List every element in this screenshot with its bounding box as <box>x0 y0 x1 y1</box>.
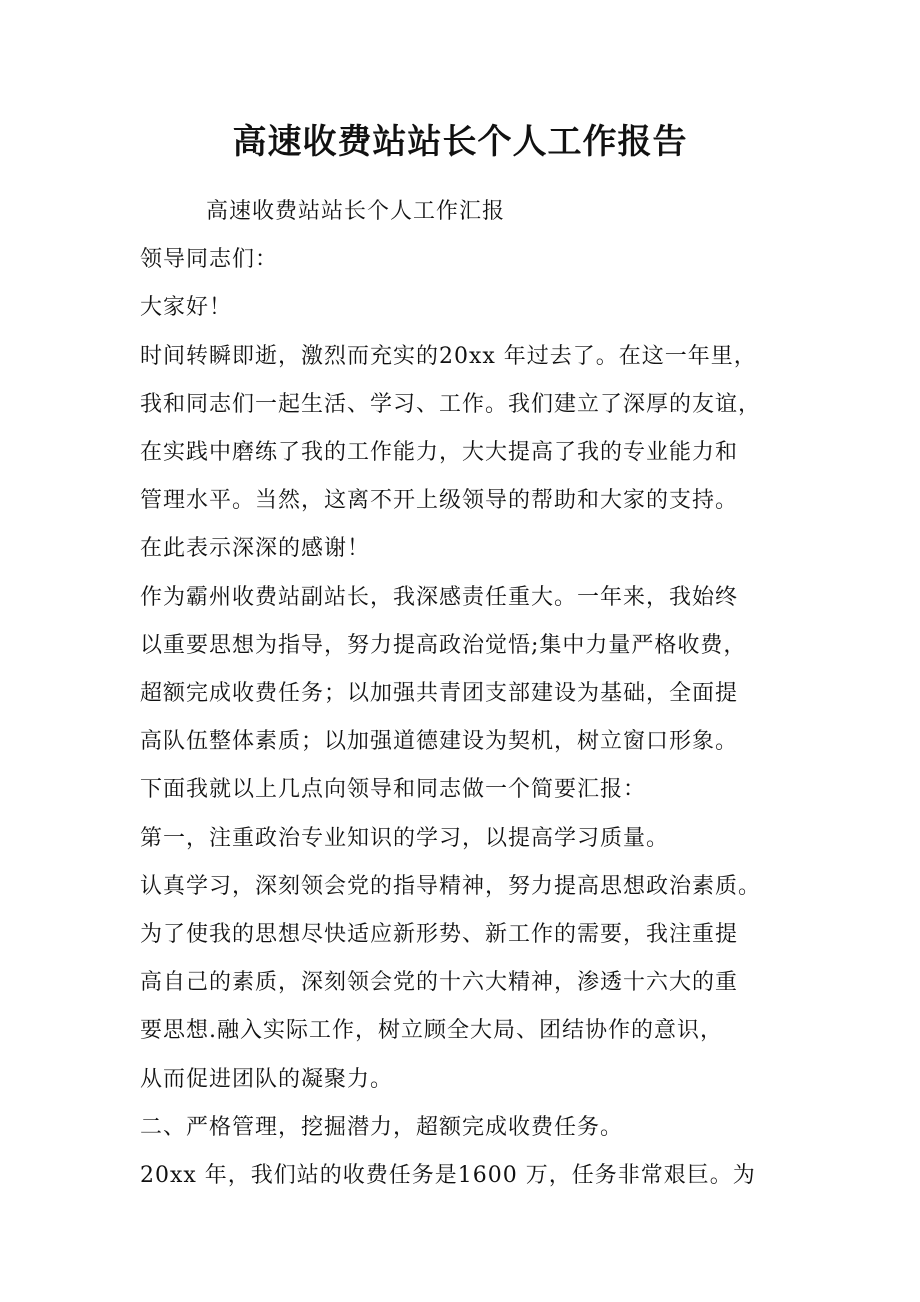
paragraph-line: 下面我就以上几点向领导和同志做一个简要汇报： <box>140 777 647 803</box>
paragraph-line: 在实践中磨练了我的工作能力，大大提高了我的专业能力和 <box>140 440 739 466</box>
document-body <box>140 188 800 1200</box>
paragraph-line: 时间转瞬即逝，激烈而充实的20xx 年过去了。在这一年里， <box>140 343 757 369</box>
paragraph-line: 在此表示深深的感谢！ <box>140 536 371 562</box>
paragraph-line: 从而促进团队的凝聚力。 <box>140 1066 394 1092</box>
document-title: 高速收费站站长个人工作报告 <box>232 122 688 162</box>
paragraph-line: 认真学习，深刻领会党的指导精神，努力提高思想政治素质。 <box>140 873 762 899</box>
paragraph-line: 我和同志们一起生活、学习、工作。我们建立了深厚的友谊， <box>140 391 762 417</box>
paragraph-line: 管理水平。当然，这离不开上级领导的帮助和大家的支持。 <box>140 488 739 514</box>
paragraph-line: 大家好！ <box>140 295 233 321</box>
paragraph-line: 第一，注重政治专业知识的学习，以提高学习质量。 <box>140 825 670 851</box>
paragraph-line: 20xx 年，我们站的收费任务是1600 万，任务非常艰巨。为 <box>140 1163 756 1189</box>
paragraph-line: 超额完成收费任务；以加强共青团支部建设为基础，全面提 <box>140 681 739 707</box>
paragraph-line: 作为霸州收费站副站长，我深感责任重大。一年来，我始终 <box>140 584 739 610</box>
paragraph-line: 以重要思想为指导，努力提高政治觉悟;集中力量严格收费， <box>140 632 747 658</box>
paragraph-line: 为了使我的思想尽快适应新形势、新工作的需要，我注重提 <box>140 922 739 948</box>
paragraph-line: 高队伍整体素质；以加强道德建设为契机，树立窗口形象。 <box>140 729 739 755</box>
document-subtitle: 高速收费站站长个人工作汇报 <box>206 199 506 224</box>
paragraph-line: 二、严格管理，挖掘潜力，超额完成收费任务。 <box>140 1114 624 1140</box>
paragraph-line: 领导同志们： <box>140 247 279 273</box>
paragraph-line: 要思想.融入实际工作，树立顾全大局、团结协作的意识， <box>140 1018 723 1044</box>
paragraph-line: 高自己的素质，深刻领会党的十六大精神，渗透十六大的重 <box>140 970 739 996</box>
